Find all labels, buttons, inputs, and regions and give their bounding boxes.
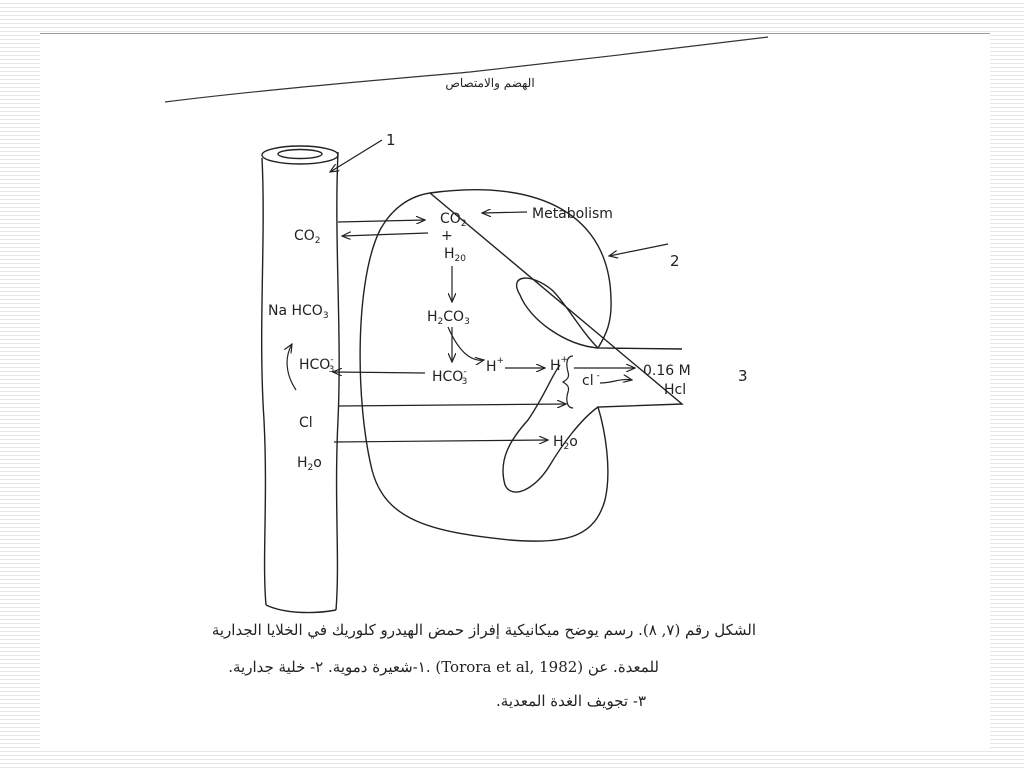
arrow-cl-blood-to-cell (338, 404, 566, 406)
arrow-cl-to-lumen (600, 380, 632, 383)
label-h2o-cell: $H_{20}$ (444, 246, 466, 264)
arrow-co2-to-cell (338, 220, 425, 222)
label-h-plus-membrane: H+ (550, 355, 569, 374)
caption-line-3: ٣- تجويف الغدة المعدية. (496, 692, 646, 710)
arrow-metabolism (482, 212, 527, 213)
page-header-text: الهضم والامتصاص (445, 76, 535, 90)
label-h-plus-cell: H+ (486, 356, 505, 375)
pointer-cell (609, 244, 668, 256)
label-h2co3: $H_2CO_3$ (427, 309, 470, 327)
label-metabolism: Metabolism (532, 206, 613, 222)
caption-line-1: الشكل رقم (٧, ٨). رسم يوضح ميكانيكية إفراز حمض الهيدرو كلوريك في الخلايا الجدارية (211, 621, 756, 639)
label-number-lumen: 3 (738, 367, 748, 385)
label-cl-blood: Cl (299, 415, 313, 431)
label-hco3-blood: HCO-3 (299, 355, 335, 375)
arrow-co2-to-blood (342, 233, 428, 236)
label-na-hco3: Na $HCO_3$ (268, 303, 329, 321)
label-h2o-blood: $H_2o$ (297, 455, 322, 473)
arrow-na-hco3 (287, 344, 296, 390)
label-hco3-cell: HCO-3 (432, 367, 468, 387)
label-hcl: Hcl (664, 382, 687, 398)
label-co2-blood: $CO_2$ (294, 228, 321, 246)
blood-capillary (262, 146, 339, 613)
label-number-cell: 2 (670, 252, 680, 270)
label-number-capillary: 1 (386, 131, 396, 149)
parietal-cell-outline (360, 190, 682, 541)
label-concentration: 0.16 M (643, 363, 691, 379)
header-curve (165, 37, 768, 102)
arrow-hco3-exchange (333, 372, 425, 373)
label-co2-cell: $CO_2$ (440, 211, 467, 229)
label-cl-minus: cl - (582, 371, 600, 389)
label-plus: + (441, 228, 453, 244)
arrow-h2co3-to-hplus (448, 327, 484, 360)
caption-line-2: للمعدة. عن (Torora et al, 1982) .١-شعيرة دموية. ٢- خلية جدارية. (228, 658, 659, 676)
label-h2o-lumen: $H_2o$ (553, 434, 578, 452)
